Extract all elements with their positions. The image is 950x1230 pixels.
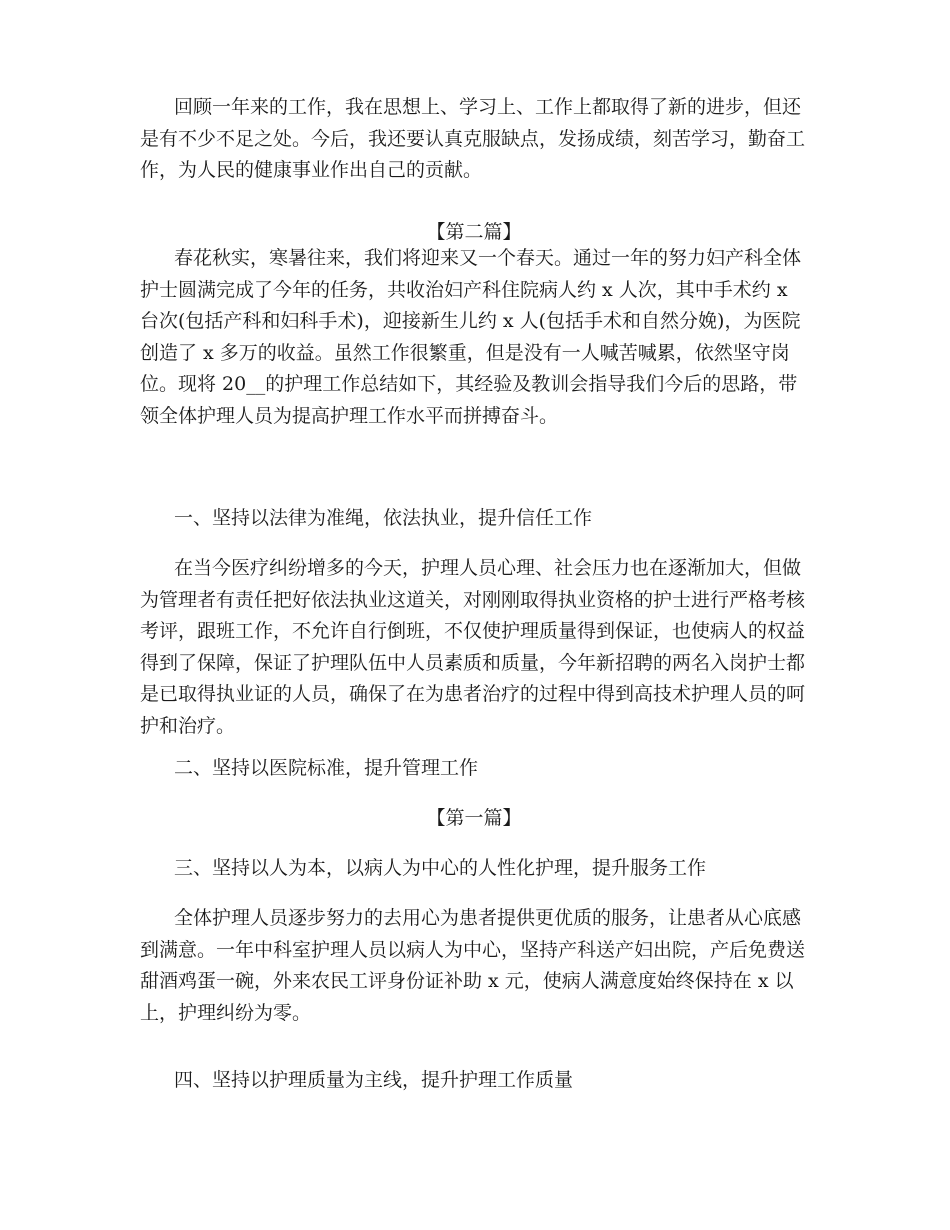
subheading-hospital-standard: 二、坚持以医院标准，提升管理工作	[174, 757, 479, 779]
paragraph-service: 全体护理人员逐步努力的去用心为患者提供更优质的服务，让患者从心底感到满意。一年中科室护理人员以病人为中心，坚持产科送产妇出院，产后免费送甜酒鸡蛋一碗，外来农民工评身份证补助 x 元，使病人满意度始终保持在 x 以上，护理纠纷为零。	[140, 907, 806, 1024]
paragraph-spring: 春花秋实，寒暑往来，我们将迎来又一个春天。通过一年的努力妇产科全体护士圆满完成了今年的任务，共收治妇产科住院病人约 x 人次，其中手术约 x 台次(包括产科和妇科手术)，迎接新生儿约 x 人(包括手术和自然分娩)，为医院创造了 x 多万的收益。虽然工作很繁重，但是没有一人喊苦喊累，依然坚守岗位。现将 20__的护理工作总结如下，其经验及教训会指导我们今后的思路，带领全体护理人员为提高护理工作水平而拼搏奋斗。	[140, 247, 802, 427]
paragraph-review: 回顾一年来的工作，我在思想上、学习上、工作上都取得了新的进步，但还是有不少不足之处。今后，我还要认真克服缺点，发扬成绩，刻苦学习，勤奋工作，为人民的健康事业作出自己的贡献。	[140, 96, 806, 181]
paragraph-disputes: 在当今医疗纠纷增多的今天，护理人员心理、社会压力也在逐渐加大，但做为管理者有责任把好依法执业这道关，对刚刚取得执业资格的护士进行严格考核考评，跟班工作，不允许自行倒班，不仅使护理质量得到保证，也使病人的权益得到了保障，保证了护理队伍中人员素质和质量，今年新招聘的两名入岗护士都是已取得执业证的人员，确保了在为患者治疗的过程中得到高技术护理人员的呵护和治疗。	[140, 557, 806, 737]
section-heading-second: 【第二篇】	[426, 221, 522, 243]
subheading-patient-centered: 三、坚持以人为本，以病人为中心的人性化护理，提升服务工作	[174, 857, 707, 879]
subheading-quality: 四、坚持以护理质量为主线，提升护理工作质量	[174, 1069, 574, 1091]
subheading-law: 一、坚持以法律为准绳，依法执业，提升信任工作	[174, 507, 593, 529]
section-heading-first: 【第一篇】	[426, 807, 522, 829]
